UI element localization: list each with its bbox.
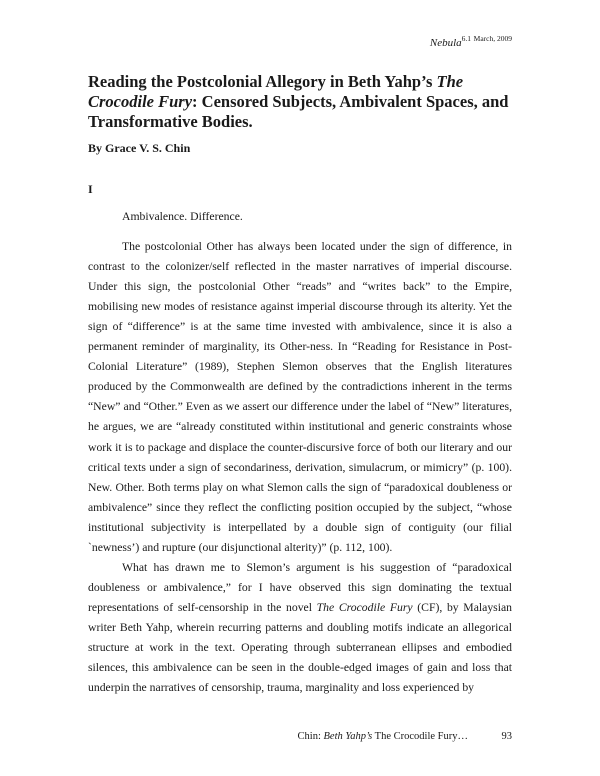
section-heading: I <box>88 182 93 196</box>
journal-issue: 6.1 <box>461 34 472 43</box>
paragraph-3-end: (CF), by Malaysian writer Beth Yahp, wherein recurring patterns and doubling motifs indicate an allegorical structure at work in the text. Operating through subterranean ellipses and embodied silences, this ambivalence can be seen in the double-edged images of gain and loss that underpin the narratives of censorship, trauma, marginality and loss experienced by <box>88 600 512 695</box>
footer-author-italic: Beth Yahp’s <box>323 731 373 742</box>
running-head <box>430 34 512 49</box>
page-number: 93 <box>501 731 512 742</box>
byline: By Grace V. S. Chin <box>88 141 191 155</box>
paragraph-3-italic: The Crocodile Fury <box>316 600 413 614</box>
paragraph-3-start: What has drawn me to Slemon’s argument is his suggestion of “paradoxical doubleness or ambivalence,” for I have observed this sign dominating the textual representations of self-censorship in the novel <box>88 560 512 614</box>
title-part-1: Reading the Postcolonial Allegory in Beth Yahp’s <box>88 72 437 91</box>
paragraph-3 <box>88 558 512 698</box>
title-part-2: : Censored Subjects, Ambivalent Spaces, and Transformative Bodies. <box>88 92 509 131</box>
footer-source <box>298 731 468 742</box>
paragraph-1: Ambivalence. Difference. <box>122 210 243 223</box>
paragraph-2: The postcolonial Other has always been located under the sign of difference, in contrast to the colonizer/self reflected in the master narratives of imperial discourse. Under this sign, the postcolonial Other “reads” and “writes back” to the Empire, mobilising new modes of resistance against imperial discourse through its alterity. Yet the sign of “difference” is at the same time invested with ambivalence, since it is also a permanent reminder of marginality, its Other-ness. In “Reading for Resistance in Post-Colonial Literature” (1989), Stephen Slemon observes that the English literatures produced by the Commonwealth are defined by the contradictions inherent in the terms “New” and “Other.” Even as we assert our difference under the label of “New” literatures, he argues, we are “already constituted within institutional and generic constraints whose work it is to package and displace the counter-discursive force of both our literary and our critical texts under a sign of secondariness, derivation, simulacrum, or mimicry” (p. 100). New. Other. Both terms play on what Slemon calls the sign of “paradoxical doubleness or ambivalence” since they reflect the conflicting position occupied by the subject, “whose institutional subjectivity is interpellated by a double sign of contiguity (our filial `newness’) and rupture (our disjunctional alterity)” (p. 112, 100). <box>88 240 512 554</box>
article-title <box>88 72 528 132</box>
title-italic: The Crocodile Fury <box>88 72 464 111</box>
journal-name: Nebula <box>429 37 462 49</box>
footer-author: Chin: <box>297 731 324 742</box>
body-text <box>88 207 512 698</box>
journal-date: March, 2009 <box>473 34 512 43</box>
footer-work: The Crocodile Fury… <box>372 731 468 742</box>
